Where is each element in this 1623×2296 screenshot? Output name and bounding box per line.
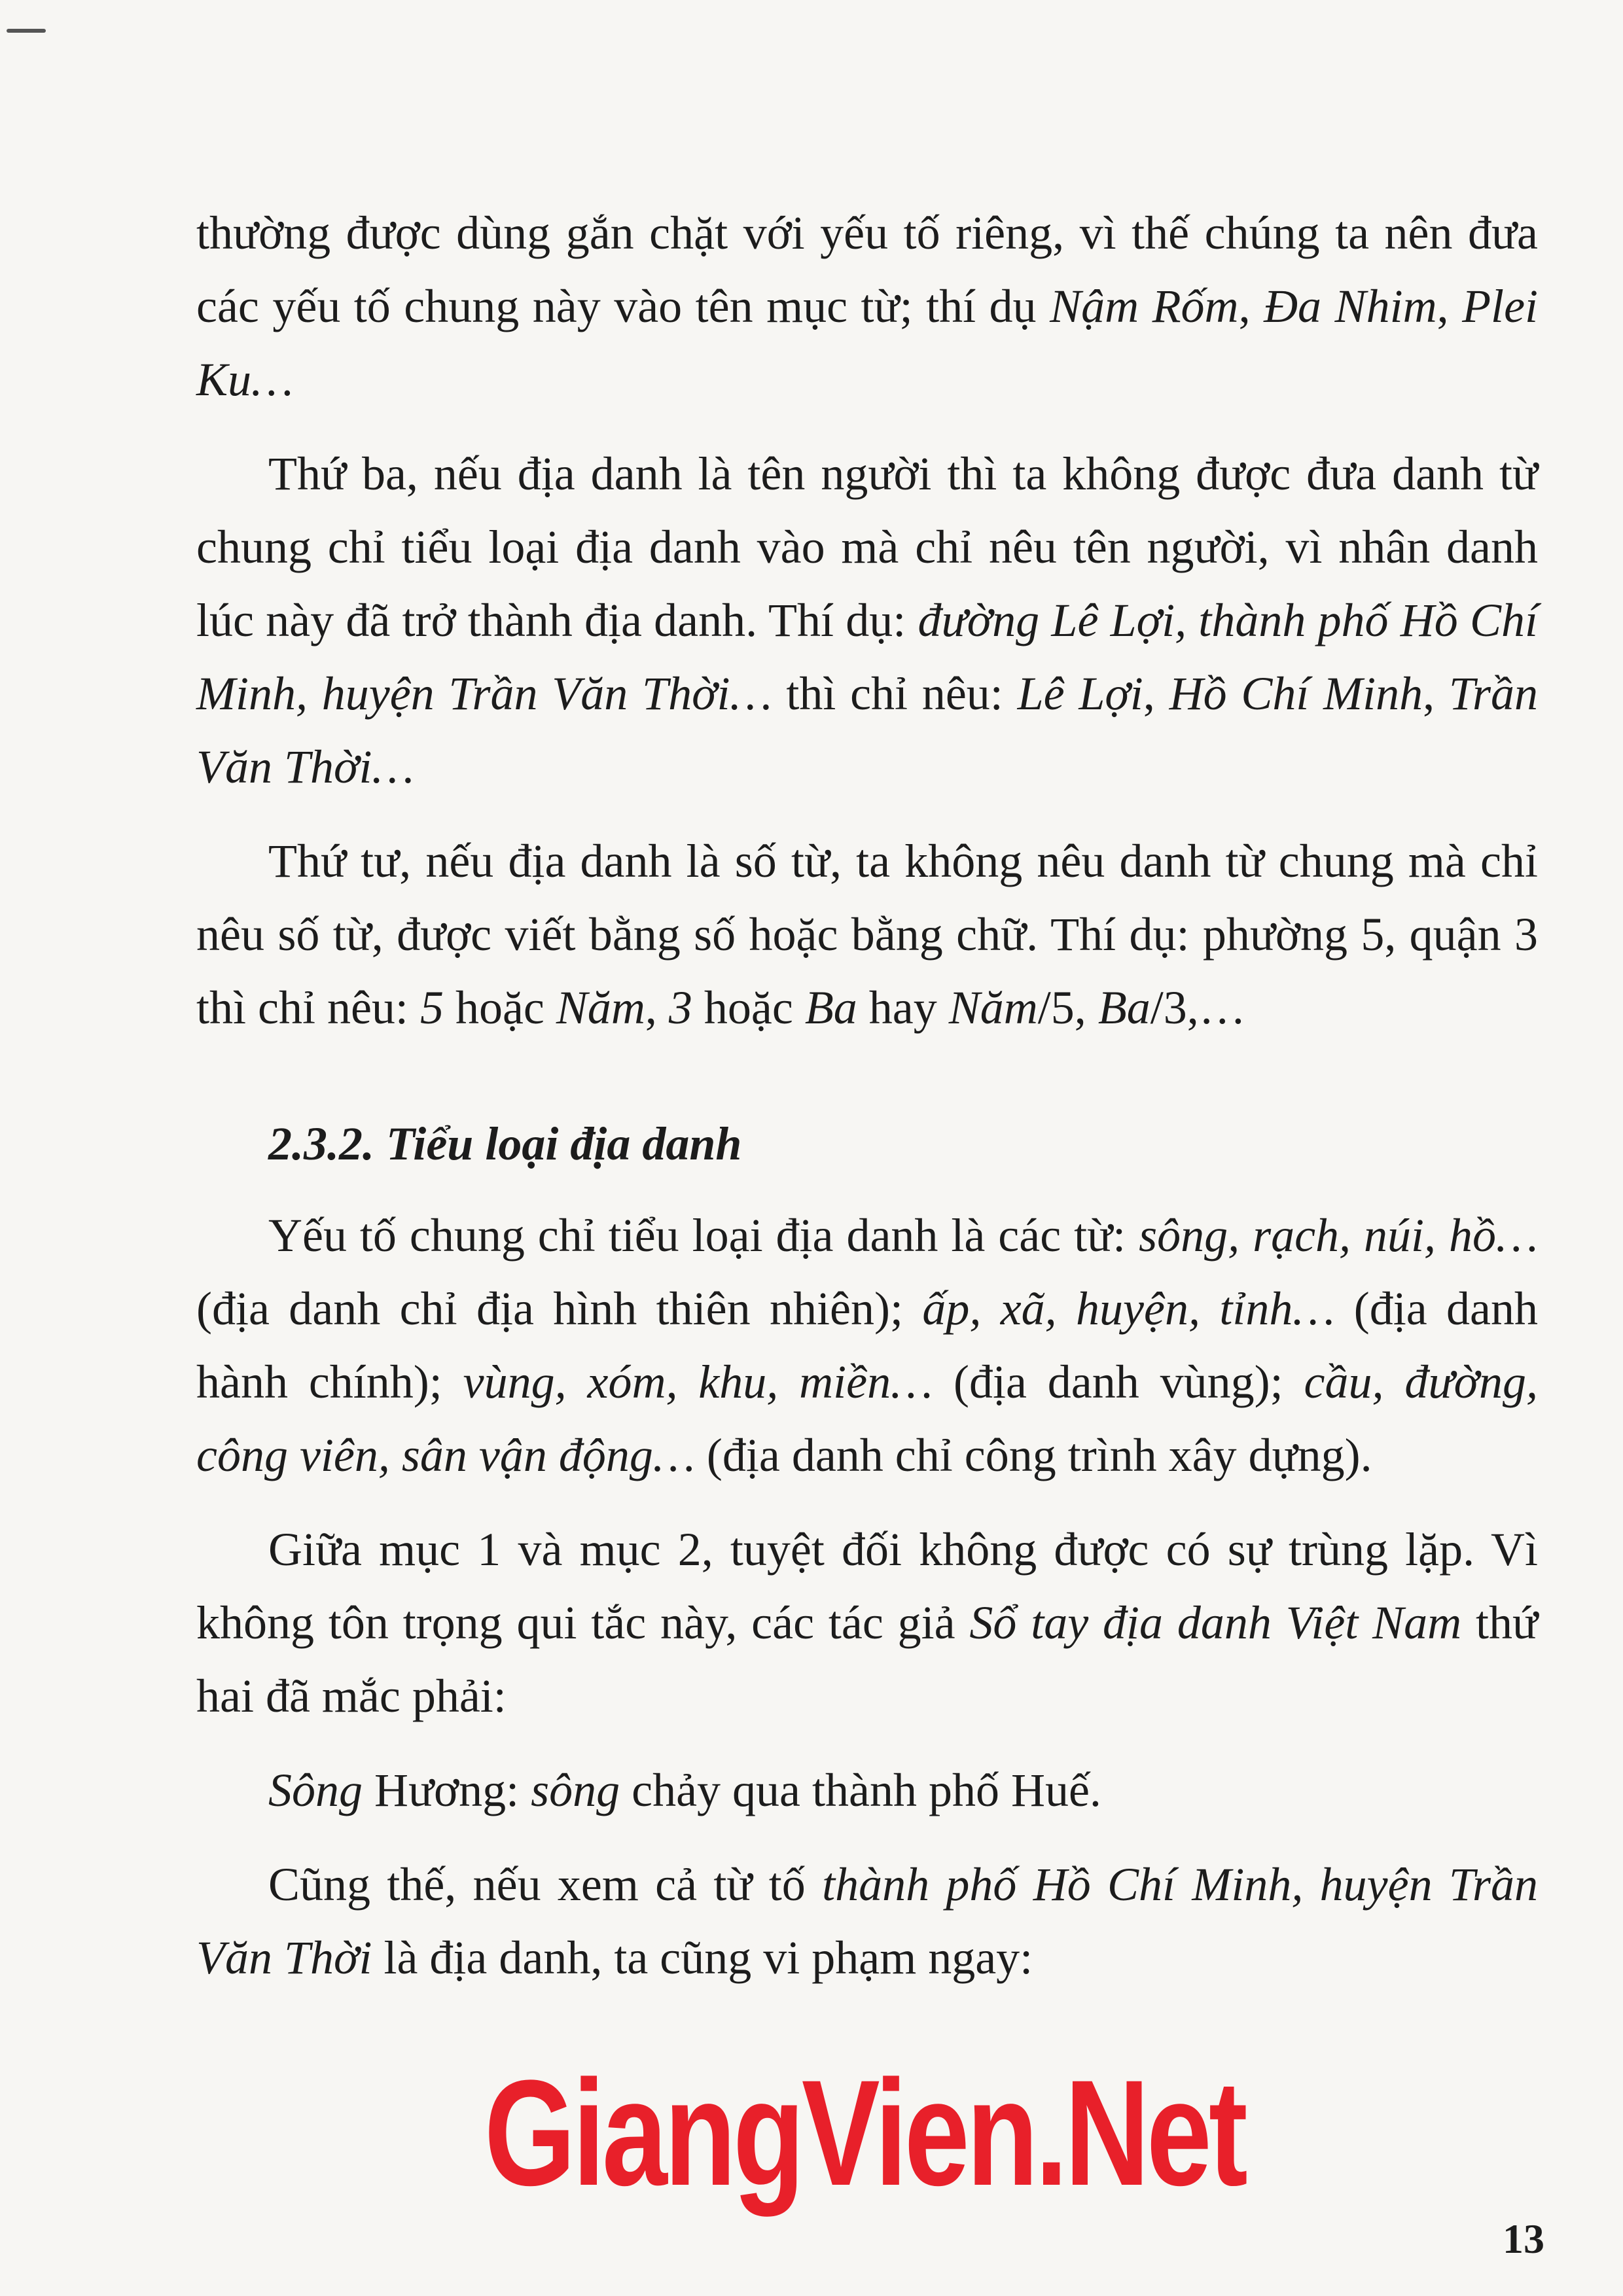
italic-text: 3 — [668, 981, 692, 1034]
paragraph — [196, 196, 1538, 416]
text-run: /3,… — [1150, 981, 1246, 1034]
italic-text: Sổ tay địa danh Việt Nam — [969, 1597, 1462, 1649]
text-run: , — [1436, 280, 1463, 332]
text-run: Giữa mục 1 và mục 2, tuyệt đối không được có sự trùng lặp. Vì không tôn trọng qui tắc này, các tác giả — [196, 1523, 1538, 1649]
italic-text: ấp, xã, huyện, tỉnh… — [922, 1282, 1335, 1335]
watermark-logo: GiangVien.Net — [484, 2049, 1245, 2217]
italic-text: sông, rạch, núi, hồ… — [1139, 1209, 1538, 1262]
italic-text: đường Lê Lợi, thành phố Hồ Chí Minh, huyện Trần Văn Thời… — [196, 594, 1538, 720]
text-run: , — [1238, 280, 1264, 332]
text-run: Thứ ba, nếu địa danh là tên người thì ta không được đưa danh từ chung chỉ tiểu loại địa danh vào mà chỉ nêu tên người, vì nhân danh lúc này đã trở thành địa danh. Thí dụ: — [196, 448, 1538, 646]
text-run: Thứ tư, nếu địa danh là số từ, ta không nêu danh từ chung mà chỉ nêu số từ, được viết bằng số hoặc bằng chữ. Thí dụ: phường 5, quận 3 thì chỉ nêu: — [196, 835, 1538, 1034]
italic-text: Sông — [268, 1764, 363, 1816]
page-number: 13 — [1503, 2216, 1544, 2262]
text-run: Yếu tố chung chỉ tiểu loại địa danh là các từ: — [268, 1209, 1139, 1262]
italic-text: 5 — [419, 981, 444, 1034]
paragraph — [196, 1513, 1538, 1733]
book-page-text — [196, 196, 1538, 2015]
italic-text: Ba — [1097, 981, 1150, 1034]
italic-text: Trần Văn Thời… — [196, 667, 1539, 793]
text-run: (địa danh vùng); — [933, 1356, 1304, 1408]
paragraph — [196, 1754, 1538, 1827]
italic-text: Đa Nhim — [1264, 280, 1437, 332]
paragraph-group-before-heading — [196, 196, 1538, 1044]
text-run: , — [1143, 667, 1169, 720]
paragraph — [196, 1848, 1538, 1994]
italic-text: sông — [531, 1764, 620, 1816]
text-run: là địa danh, ta cũng vi phạm ngay: — [372, 1932, 1033, 1984]
text-run: hay — [857, 981, 949, 1034]
page-edge-mark — [7, 29, 46, 33]
text-run: thì chỉ nêu: — [772, 667, 1018, 720]
paragraph — [196, 1199, 1538, 1492]
text-run: , — [645, 981, 669, 1034]
text-run: Cũng thế, nếu xem cả từ tố — [268, 1858, 823, 1911]
paragraph-group-after-heading — [196, 1199, 1538, 1994]
italic-text: Năm — [948, 981, 1038, 1034]
text-run: (địa danh chỉ công trình xây dựng). — [694, 1429, 1372, 1481]
italic-text: Hồ Chí Minh — [1169, 667, 1423, 720]
text-run: /5, — [1037, 981, 1098, 1034]
text-run: thường được dùng gắn chặt với yếu tố riêng, vì thế chúng ta nên đưa các yếu tố chung này vào tên mục từ; thí dụ — [196, 207, 1538, 332]
text-run: (địa danh chỉ địa hình thiên nhiên); — [196, 1282, 923, 1335]
paragraph — [196, 437, 1538, 804]
italic-text: Ba — [804, 981, 857, 1034]
text-run: thứ hai đã mắc phải: — [196, 1597, 1538, 1722]
text-run: (địa danh hành chính); — [196, 1282, 1538, 1408]
text-run: chảy qua thành phố Huế. — [620, 1764, 1101, 1816]
text-run: hoặc — [692, 981, 805, 1034]
italic-text: Plei Ku… — [196, 280, 1539, 406]
italic-text: thành phố Hồ Chí Minh, huyện Trần Văn Thời — [196, 1858, 1538, 1984]
italic-text: vùng, xóm, khu, miền… — [463, 1356, 933, 1408]
italic-text: cầu, đường, công viên, sân vận động… — [196, 1356, 1539, 1481]
text-run: Hương: — [363, 1764, 531, 1816]
italic-text: Năm — [556, 981, 645, 1034]
text-run: , — [1423, 667, 1449, 720]
italic-text: Lê Lợi — [1017, 667, 1143, 720]
text-run: hoặc — [443, 981, 556, 1034]
italic-text: Nậm Rốm — [1050, 280, 1239, 332]
section-heading: 2.3.2. Tiểu loại địa danh — [268, 1118, 742, 1170]
paragraph — [196, 824, 1538, 1044]
